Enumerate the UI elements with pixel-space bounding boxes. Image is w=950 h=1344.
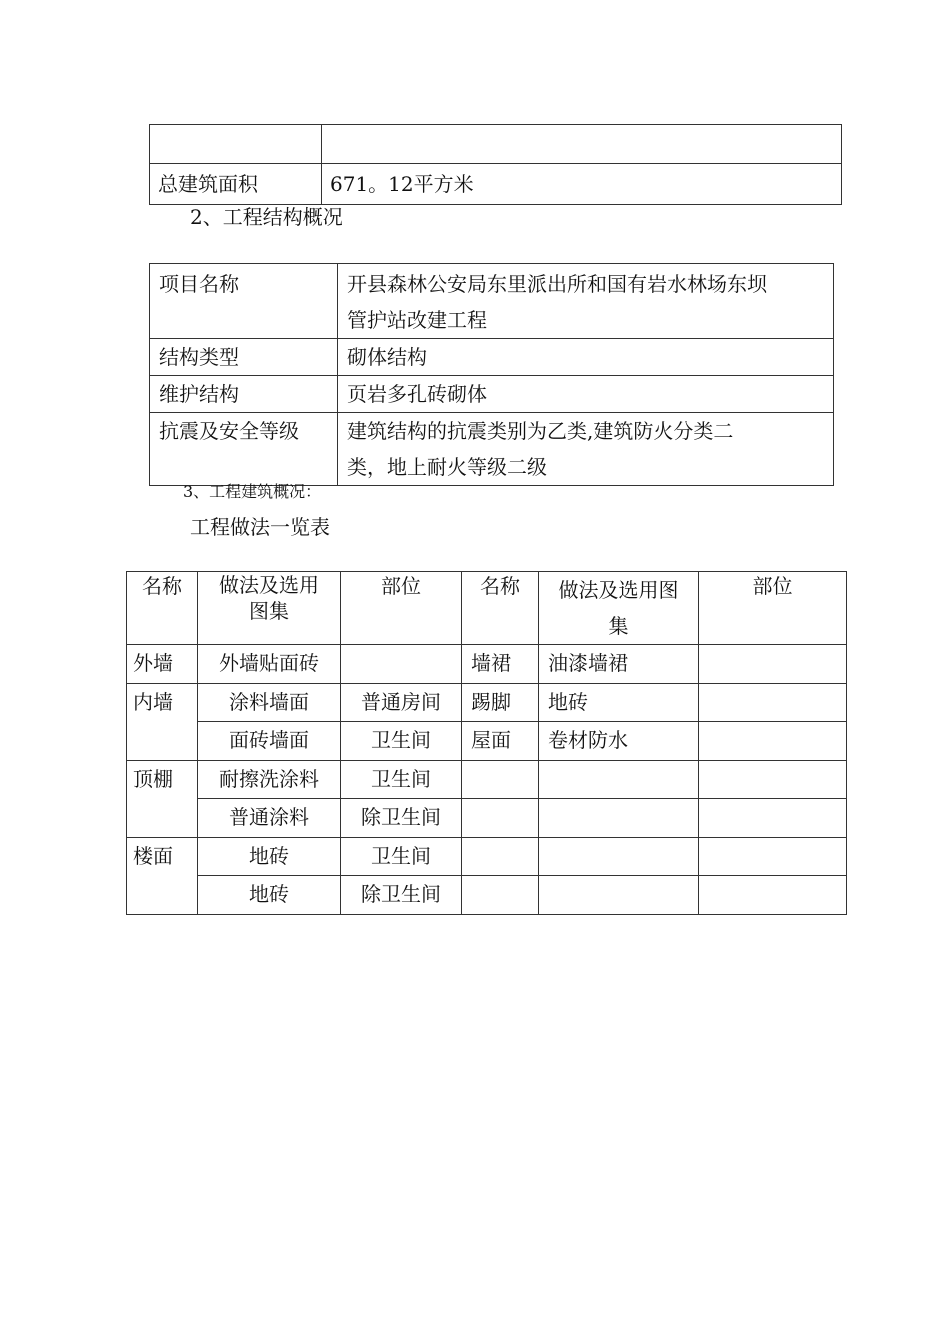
cell-method-2 xyxy=(539,838,699,876)
header-method-line: 图集 xyxy=(249,599,289,623)
area-table xyxy=(149,124,842,205)
header-method-line: 做法及选用 xyxy=(219,573,319,597)
cell-part-2 xyxy=(699,799,847,838)
cell-part-2 xyxy=(699,876,847,915)
cell-method-2: 地砖 xyxy=(539,684,699,722)
cell-method: 地砖 xyxy=(198,876,341,915)
header-name: 名称 xyxy=(127,572,198,645)
table-row xyxy=(150,164,842,205)
table-row xyxy=(127,876,847,915)
table-header-row xyxy=(127,572,847,645)
table-cell xyxy=(150,125,322,164)
cell-method: 面砖墙面 xyxy=(198,722,341,761)
table-cell xyxy=(322,125,842,164)
section3-heading: 3、工程建筑概况： xyxy=(183,482,322,501)
header-method-line: 做法及选用图 xyxy=(558,578,679,602)
cell-method-2 xyxy=(539,876,699,915)
cell-name: 楼面 xyxy=(127,838,198,915)
table-row xyxy=(127,838,847,876)
cell-method-2 xyxy=(539,799,699,838)
structure-value xyxy=(338,264,834,339)
structure-value: 页岩多孔砖砌体 xyxy=(338,376,834,413)
cell-name: 外墙 xyxy=(127,645,198,684)
structure-value xyxy=(338,413,834,486)
cell-part-2 xyxy=(699,838,847,876)
area-label: 总建筑面积 xyxy=(150,164,322,205)
cell-method-2: 卷材防水 xyxy=(539,722,699,761)
structure-table xyxy=(149,263,834,486)
table-row xyxy=(150,413,834,486)
cell-part: 卫生间 xyxy=(341,761,462,799)
table-row xyxy=(127,645,847,684)
methods-table xyxy=(126,571,847,915)
cell-part-2 xyxy=(699,645,847,684)
cell-method: 地砖 xyxy=(198,838,341,876)
cell-method-2 xyxy=(539,761,699,799)
header-name-2: 名称 xyxy=(462,572,539,645)
structure-label: 项目名称 xyxy=(150,264,338,339)
structure-value-line: 管护站改建工程 xyxy=(347,308,487,332)
cell-part: 除卫生间 xyxy=(341,876,462,915)
structure-value: 砌体结构 xyxy=(338,339,834,376)
cell-name-2: 屋面 xyxy=(462,722,539,761)
structure-label: 维护结构 xyxy=(150,376,338,413)
table-row xyxy=(150,339,834,376)
cell-name-2 xyxy=(462,799,539,838)
cell-part: 普通房间 xyxy=(341,684,462,722)
table-row xyxy=(150,125,842,164)
structure-label: 结构类型 xyxy=(150,339,338,376)
header-method-2 xyxy=(539,572,699,645)
cell-name: 内墙 xyxy=(127,684,198,761)
header-part-2: 部位 xyxy=(699,572,847,645)
area-value: 671。12平方米 xyxy=(322,164,842,205)
structure-value-line: 建筑结构的抗震类别为乙类,建筑防火分类二 xyxy=(347,419,734,443)
table-row xyxy=(127,684,847,722)
header-part: 部位 xyxy=(341,572,462,645)
structure-value-line: 类，地上耐火等级二级 xyxy=(347,455,547,479)
table-row xyxy=(127,722,847,761)
cell-method: 普通涂料 xyxy=(198,799,341,838)
cell-name: 顶棚 xyxy=(127,761,198,838)
table-row xyxy=(127,761,847,799)
structure-label: 抗震及安全等级 xyxy=(150,413,338,486)
cell-part-2 xyxy=(699,684,847,722)
cell-method: 耐擦洗涂料 xyxy=(198,761,341,799)
cell-method: 涂料墙面 xyxy=(198,684,341,722)
cell-name-2 xyxy=(462,876,539,915)
cell-name-2 xyxy=(462,761,539,799)
table-row xyxy=(150,376,834,413)
cell-part-2 xyxy=(699,722,847,761)
table-row xyxy=(150,264,834,339)
structure-value-line: 开县森林公安局东里派出所和国有岩水林场东坝 xyxy=(347,272,767,296)
cell-part: 卫生间 xyxy=(341,838,462,876)
header-method-line: 集 xyxy=(608,614,629,638)
header-method xyxy=(198,572,341,645)
cell-part xyxy=(341,645,462,684)
section2-heading: 2、工程结构概况 xyxy=(190,205,343,229)
cell-name-2 xyxy=(462,838,539,876)
cell-method: 外墙贴面砖 xyxy=(198,645,341,684)
cell-method-2: 油漆墙裙 xyxy=(539,645,699,684)
cell-name-2: 踢脚 xyxy=(462,684,539,722)
cell-part: 卫生间 xyxy=(341,722,462,761)
methods-table-title: 工程做法一览表 xyxy=(190,515,330,539)
cell-part-2 xyxy=(699,761,847,799)
cell-name-2: 墙裙 xyxy=(462,645,539,684)
table-row xyxy=(127,799,847,838)
cell-part: 除卫生间 xyxy=(341,799,462,838)
